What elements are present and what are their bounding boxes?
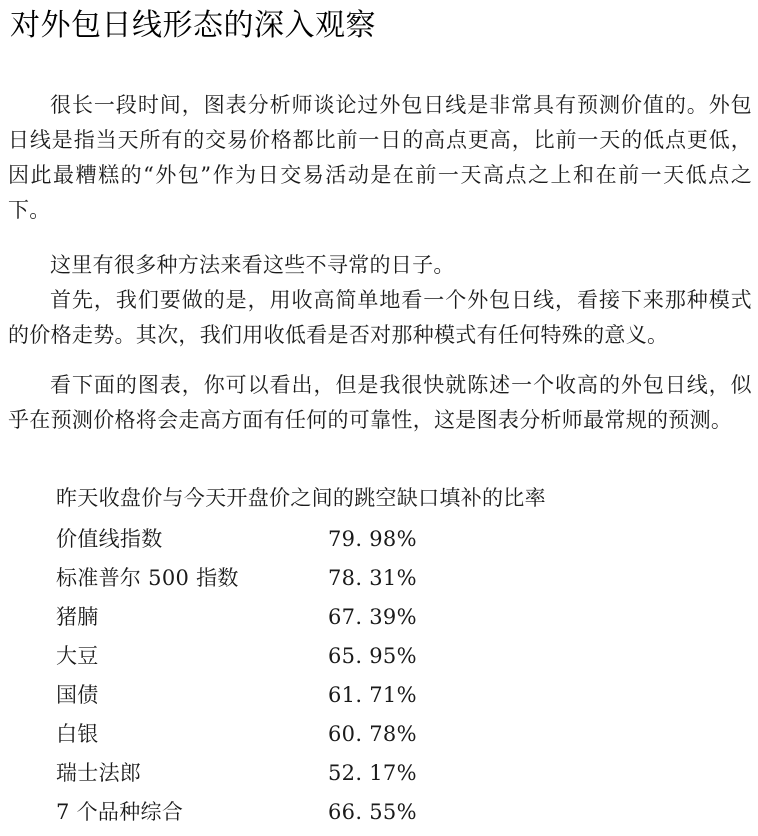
market-name: 价值线指数: [56, 527, 163, 551]
table-row: [56, 676, 476, 715]
table-row: [56, 559, 476, 598]
table-row: [56, 637, 476, 676]
paragraph-approach: [8, 283, 752, 353]
table-row: [56, 754, 476, 793]
page-title: 对外包日线形态的深入观察: [10, 8, 376, 43]
market-name: 标准普尔 500 指数: [56, 566, 239, 590]
table-caption: 昨天收盘价与今天开盘价之间的跳空缺口填补的比率: [56, 486, 546, 510]
paragraph-text: 看下面的图表，你可以看出，但是我很快就陈述一个收高的外包日线，似乎在预测价格将会走高方面有任何的可靠性，这是图表分析师最常规的预测。: [8, 373, 752, 432]
fill-rate-value: 52. 17%: [328, 761, 417, 785]
fill-rate-value: 79. 98%: [328, 527, 417, 551]
fill-rate-value: 61. 71%: [328, 683, 417, 707]
market-name: 7 个品种综合: [56, 800, 184, 824]
paragraph-chart-observation: [8, 368, 752, 438]
fill-rate-value: 66. 55%: [328, 800, 417, 824]
table-row: [56, 793, 476, 832]
table-row: [56, 598, 476, 637]
fill-rate-value: 60. 78%: [328, 722, 417, 746]
paragraph-methods: [8, 248, 752, 283]
market-name: 瑞士法郎: [56, 761, 142, 785]
paragraph-outside-day-definition: [8, 88, 752, 228]
table-row: [56, 520, 476, 559]
fill-rate-value: 78. 31%: [328, 566, 417, 590]
paragraph-text: 这里有很多种方法来看这些不寻常的日子。: [50, 253, 455, 277]
paragraph-text: 很长一段时间，图表分析师谈论过外包日线是非常具有预测价值的。外包日线是指当天所有的交易价格都比前一日的高点更高，比前一天的低点更低，因此最糟糕的“外包”作为日交易活动是在前一天高点之上和在前一天低点之下。: [8, 93, 752, 222]
market-name: 猪腩: [56, 605, 99, 629]
market-name: 白银: [56, 722, 99, 746]
paragraph-text: 首先，我们要做的是，用收高简单地看一个外包日线，看接下来那种模式的价格走势。其次，我们用收低看是否对那种模式有任何特殊的意义。: [8, 288, 752, 347]
table-row: [56, 715, 476, 754]
gap-fill-rate-table: [56, 520, 476, 832]
fill-rate-value: 65. 95%: [328, 644, 417, 668]
market-name: 大豆: [56, 644, 99, 668]
market-name: 国债: [56, 683, 99, 707]
fill-rate-value: 67. 39%: [328, 605, 417, 629]
